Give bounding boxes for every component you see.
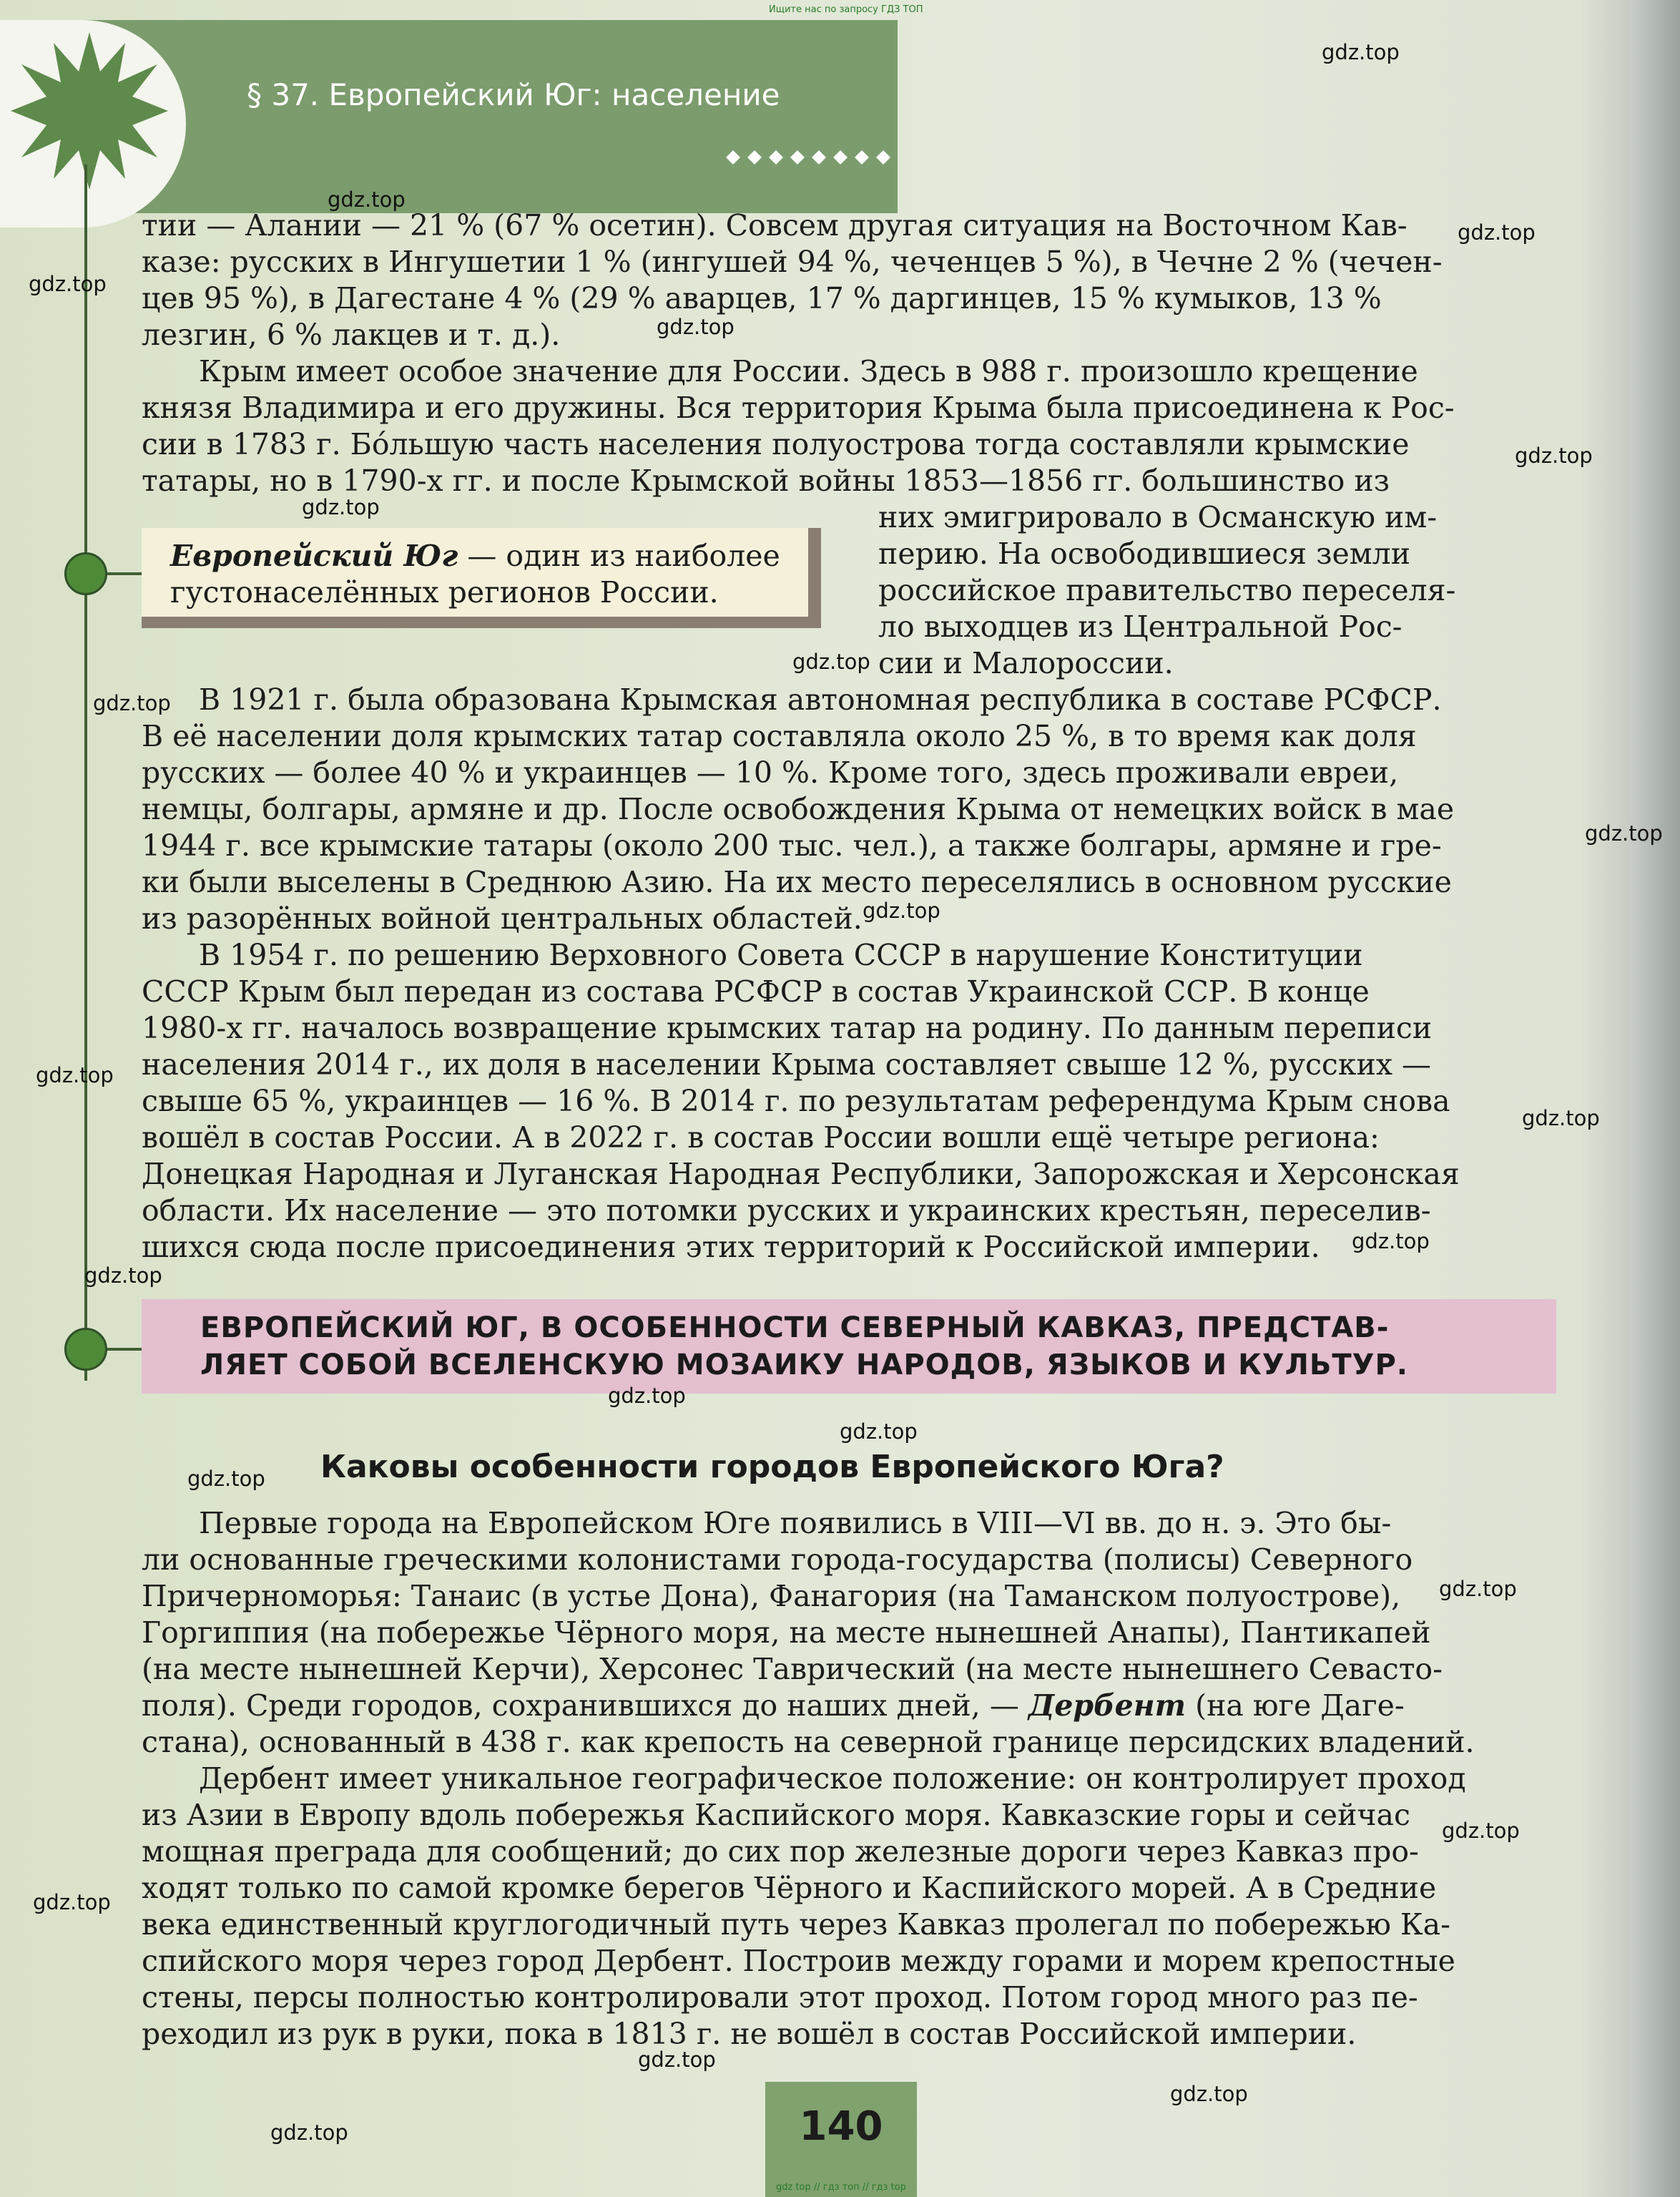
timeline-dot [64,552,107,595]
watermark: gdz.top [840,1419,918,1444]
text-line: стены, персы полностью контролировали этот проход. Потом город много раз пе- [142,1980,1418,2015]
watermark: gdz.top [792,650,870,674]
text-line: перию. На освободившиеся земли [878,537,1411,571]
watermark: gdz.top [1170,2082,1248,2106]
text-line: 1980-х гг. началось возвращение крымских татар на родину. По данным переписи [142,1011,1433,1045]
text-line: ло выходцев из Центральной Рос- [878,610,1403,644]
watermark: gdz.top [1352,1229,1430,1253]
watermark: gdz.top [1322,40,1400,64]
text-line: 1944 г. все крымские татары (около 200 тыс. чел.), а также болгары, армяне и гре- [142,828,1442,863]
text-line: В 1954 г. по решению Верховного Совета СССР в нарушение Конституции [199,938,1363,972]
watermark: gdz.top [1522,1106,1600,1130]
text-line: населения 2014 г., их доля в населении Крыма составляет свыше 12 %, русских — [142,1047,1431,1082]
text-line: В её населении доля крымских татар составляла около 25 %, в то время как доля [142,719,1417,753]
watermark: gdz.top [1442,1819,1520,1843]
text-line: СССР Крым был передан из состава РСФСР в состав Украинской ССР. В конце [142,974,1370,1009]
callout-line [170,538,780,574]
text-line: вошёл в состав России. А в 2022 г. в состав России вошли ещё четыре региона: [142,1120,1380,1155]
text-line: реходил из рук в руки, пока в 1813 г. не вошёл в состав Российской империи. [142,2017,1357,2051]
watermark: gdz.top [270,2120,348,2145]
text-line: немцы, болгары, армяне и др. После освобождения Крыма от немецких войск в мае [142,792,1455,826]
text-line: российское правительство переселя- [878,573,1456,607]
text-line: казе: русских в Ингушетии 1 % (ингушей 94 %, чеченцев 5 %), в Чечне 2 % (чечен- [142,245,1443,279]
star-emblem-icon [7,29,172,193]
callout-term: Европейский Юг [170,539,458,573]
watermark: gdz.top [608,1384,686,1408]
margin-timeline [84,165,87,1381]
text-line: из Азии в Европу вдоль побережья Каспийского моря. Кавказские горы и сейчас [142,1798,1410,1832]
watermark: gdz.top [84,1263,162,1288]
watermark: gdz.top [36,1063,114,1087]
text-line: В 1921 г. была образована Крымская автономная республика в составе РСФСР. [199,682,1442,717]
text-line: свыше 65 %, украинцев — 16 %. В 2014 г. по результатам референдума Крым снова [142,1084,1450,1118]
key-statement-line: ЕВРОПЕЙСКИЙ ЮГ, В ОСОБЕННОСТИ СЕВЕРНЫЙ КАВКАЗ, ПРЕДСТАВ- [200,1311,1390,1344]
text-line: князя Владимира и его дружины. Вся территория Крыма была присоединена к Рос- [142,391,1455,425]
text-span: поля). Среди городов, сохранившихся до наших дней, — [142,1688,1028,1723]
page-title: § 37. Европейский Юг: население [247,77,780,112]
text-line: спийского моря через город Дербент. Построив между горами и морем крепостные [142,1944,1455,1978]
callout-line: густонаселённых регионов России. [170,575,719,610]
watermark: gdz.top [29,272,107,296]
text-line: татары, но в 1790-х гг. и после Крымской войны 1853—1856 гг. большинство из [142,464,1390,498]
text-line: тии — Алании — 21 % (67 % осетин). Совсем другая ситуация на Восточном Кав- [142,208,1408,243]
text-line [142,1688,1405,1724]
watermark: gdz.top [328,187,406,212]
text-line: века единственный круглогодичный путь через Кавказ пролегал по побережью Ка- [142,1907,1450,1942]
text-line: Донецкая Народная и Луганская Народная Республики, Запорожская и Херсонская [142,1157,1460,1191]
page-spine-shadow [1630,0,1680,2197]
top-note: Ищите нас по запросу ГДЗ ТОП [769,4,923,15]
term-derbent: Дербент [1028,1688,1187,1723]
text-line: шихся сюда после присоединения этих территорий к Российской империи. [142,1230,1320,1264]
text-line: ки были выселены в Среднюю Азию. На их место переселялись в основном русские [142,865,1452,899]
watermark: gdz.top [33,1890,111,1914]
text-line: стана), основанный в 438 г. как крепость на северной границе персидских владений. [142,1725,1475,1759]
watermark: gdz.top [1585,821,1663,846]
watermark: gdz.top [1515,444,1593,468]
page-number: 140 [799,2103,883,2150]
bottom-note: gdz top // гдз топ // гдз top [776,2182,906,2193]
text-line: лезгин, 6 % лакцев и т. д.). [142,318,561,352]
watermark: gdz.top [1439,1577,1517,1601]
text-line: Горгиппия (на побережье Чёрного моря, на месте нынешней Анапы), Пантикапей [142,1615,1431,1650]
key-statement-box [142,1299,1556,1394]
key-statement-line: ЛЯЕТ СОБОЙ ВСЕЛЕНСКУЮ МОЗАИКУ НАРОДОВ, ЯЗЫКОВ И КУЛЬТУР. [200,1349,1408,1381]
text-line: сии в 1783 г. Бо́льшую часть населения полуострова тогда составляли крымские [142,427,1410,461]
watermark: gdz.top [1458,220,1536,245]
text-line: русских — более 40 % и украинцев — 10 %. Кроме того, здесь проживали евреи, [142,755,1399,790]
watermark: gdz.top [657,315,735,339]
watermark: gdz.top [863,899,940,923]
text-line: мощная преграда для сообщений; до сих пор железные дороги через Кавказ про- [142,1834,1419,1869]
text-line: них эмигрировало в Османскую им- [878,500,1438,534]
watermark: gdz.top [93,691,171,715]
page-number-box [765,2082,917,2197]
callout-text: — один из наиболее [458,539,780,573]
text-line: Крым имеет особое значение для России. Здесь в 988 г. произошло крещение [199,354,1418,388]
text-line: Дербент имеет уникальное географическое положение: он контролирует проход [199,1761,1466,1796]
text-line: сии и Малороссии. [878,646,1174,680]
text-line: цев 95 %), в Дагестане 4 % (29 % аварцев, 17 % даргинцев, 15 % кумыков, 13 % [142,281,1382,315]
header-decoration-icon [722,147,894,168]
timeline-connector [107,1348,142,1351]
watermark: gdz.top [187,1467,265,1491]
watermark: gdz.top [638,2047,716,2072]
text-span: (на юге Даге- [1186,1688,1405,1723]
definition-callout [142,528,821,628]
text-line: Первые города на Европейском Юге появились в VIII—VI вв. до н. э. Это бы- [199,1506,1392,1540]
text-line: Причерноморья: Танаис (в устье Дона), Фанагория (на Таманском полуострове), [142,1579,1401,1613]
text-line: ли основанные греческими колонистами города-государства (полисы) Северного [142,1542,1413,1577]
watermark: gdz.top [302,495,380,519]
timeline-connector [107,572,142,575]
text-line: области. Их население — это потомки русских и украинских крестьян, переселив- [142,1193,1431,1228]
text-line: (на месте нынешней Керчи), Херсонес Таврический (на месте нынешнего Севасто- [142,1652,1443,1686]
section-heading: Каковы особенности городов Европейского Юга? [320,1449,1224,1485]
text-line: из разорённых войной центральных областей. [142,901,863,936]
timeline-dot [64,1328,107,1371]
text-line: ходят только по самой кромке берегов Чёрного и Каспийского морей. А в Средние [142,1871,1437,1905]
